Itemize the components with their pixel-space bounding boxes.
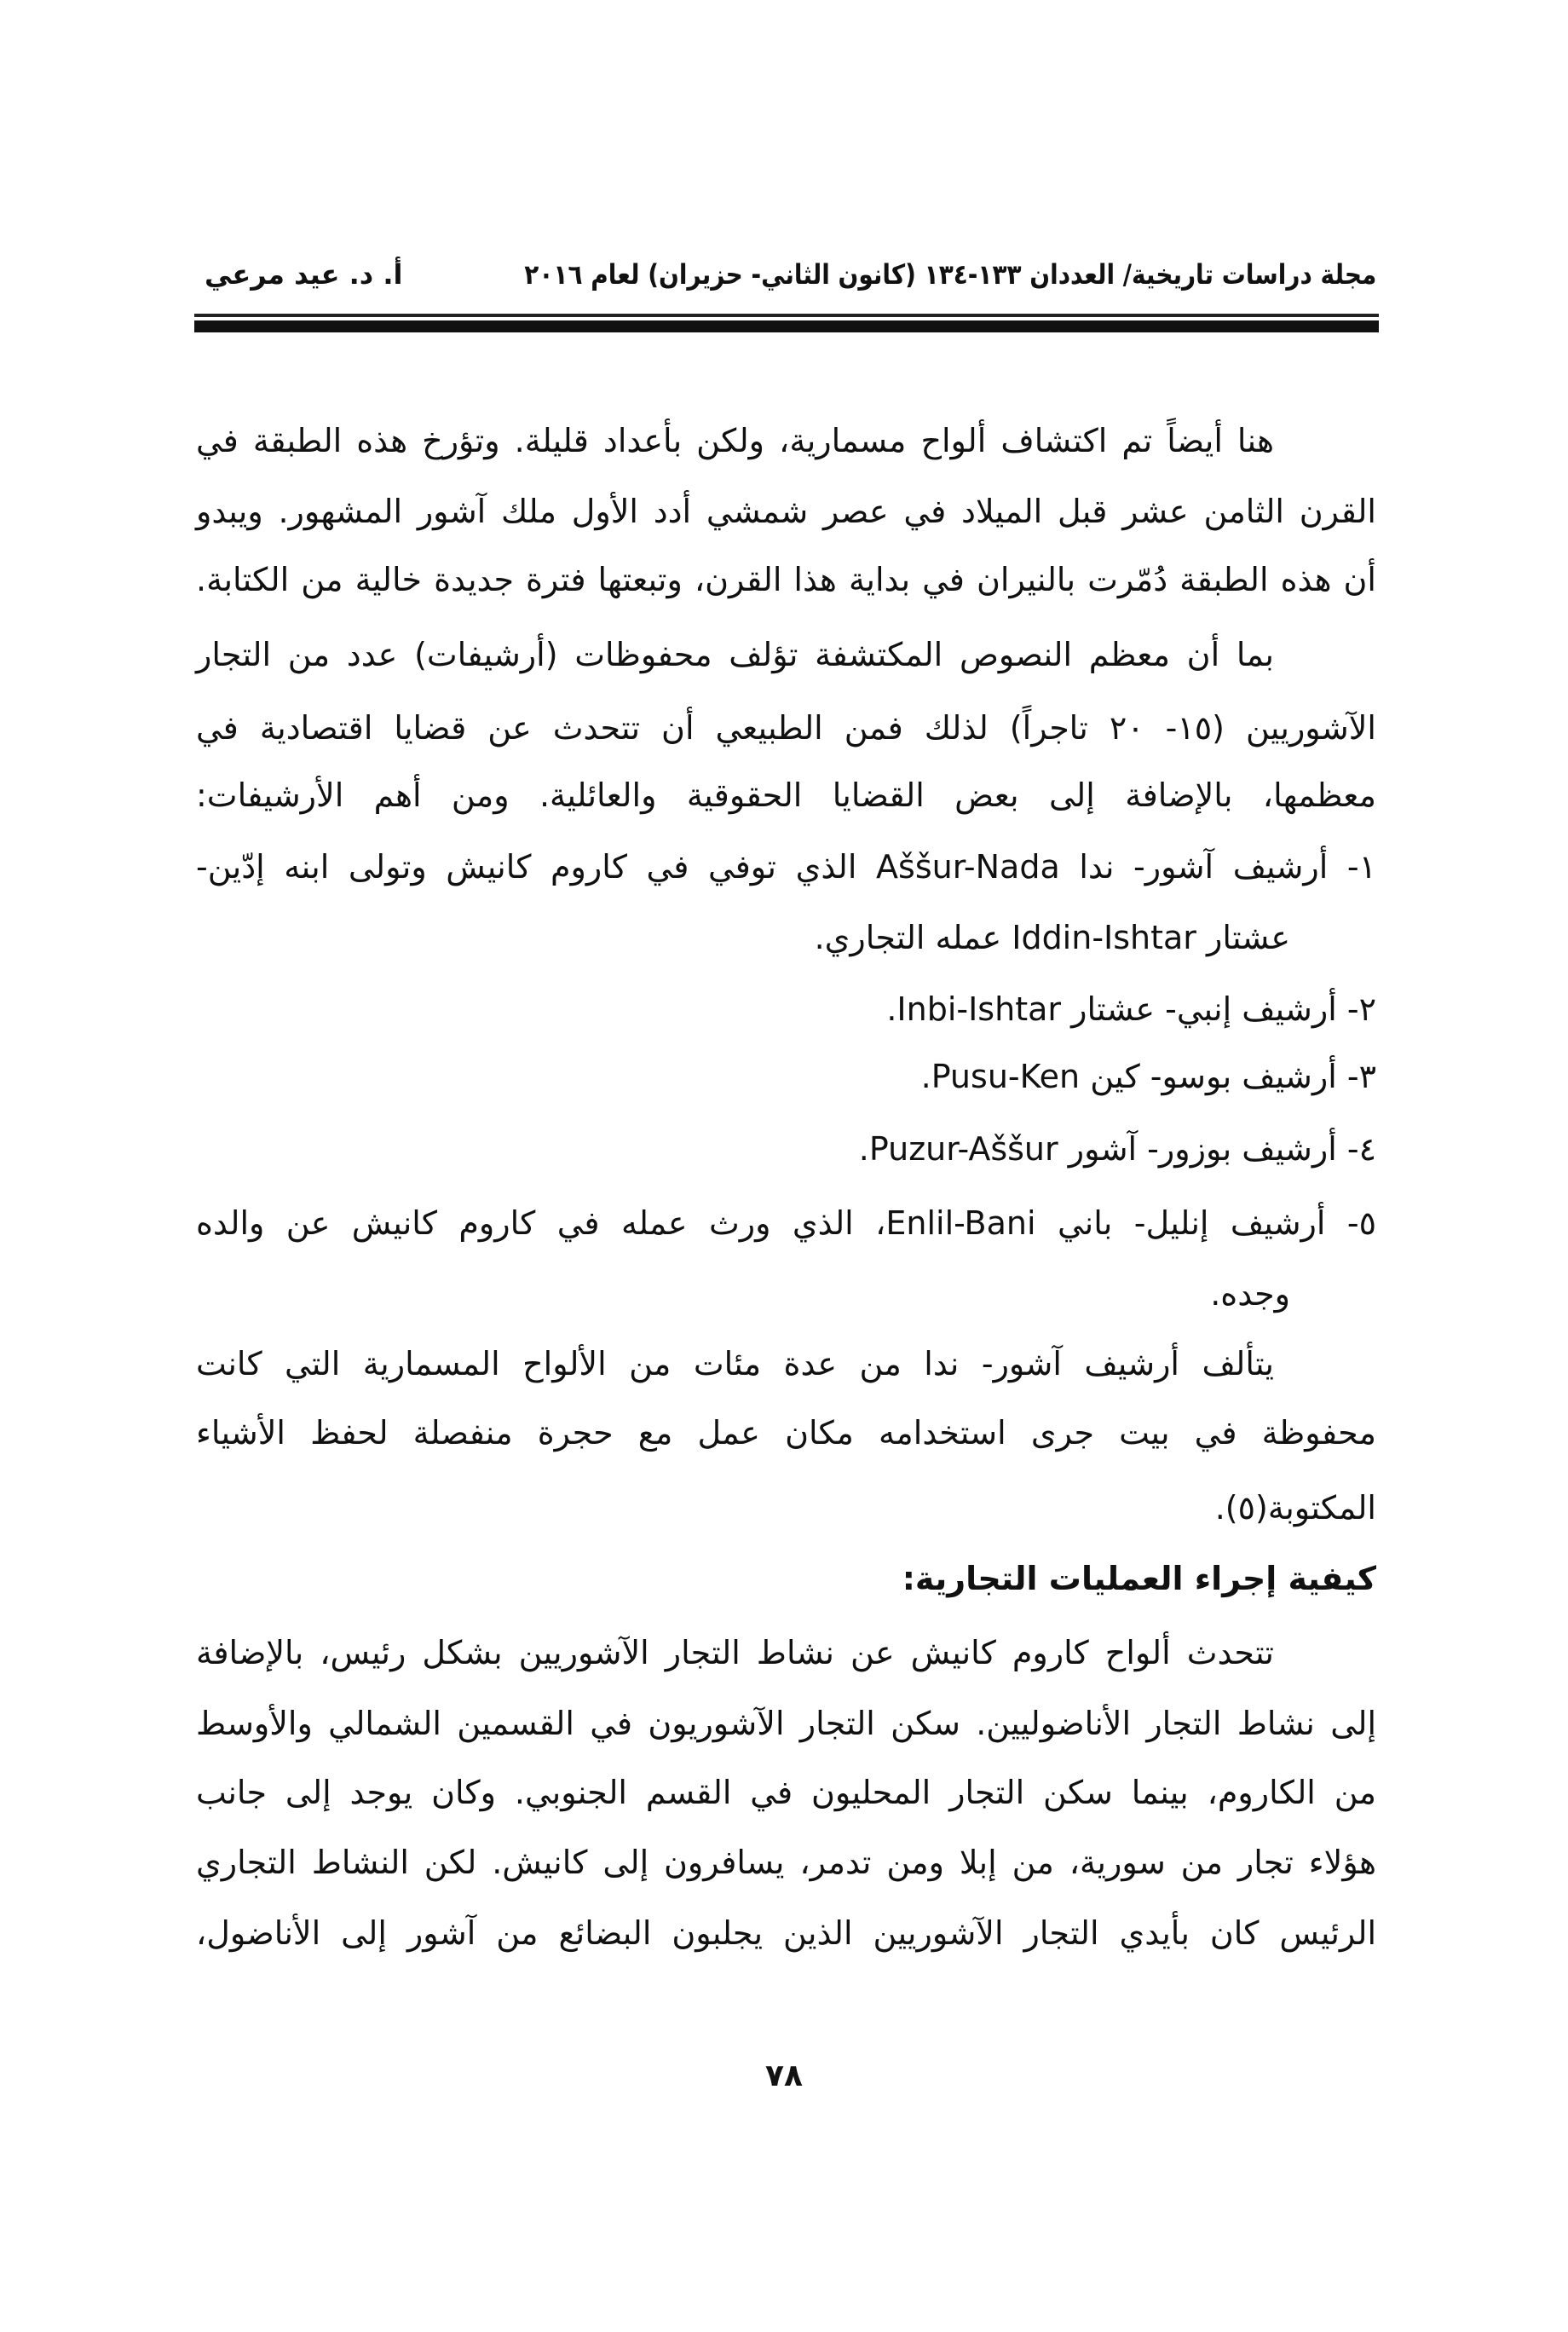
list-item: [196, 846, 1376, 888]
list-text: .: [920, 1058, 931, 1095]
list-item: [196, 1202, 1376, 1244]
text-line-content: بما أن معظم النصوص المكتشفة تؤلف محفوظات (أرشيفات) عدد من التجار: [196, 636, 1274, 673]
list-text: ٢- أرشيف إنبي- عشتار: [1071, 990, 1376, 1028]
text-line: [196, 558, 1376, 601]
list-item: [196, 1055, 1376, 1098]
text-line: [196, 1342, 1274, 1385]
list-text: .: [886, 990, 897, 1028]
text-line: [196, 419, 1274, 462]
latin-name: Enlil-Bani: [885, 1204, 1036, 1242]
list-text: الذي توفي في كاروم كانيش وتولى ابنه إدّين-: [196, 848, 857, 886]
text-line-content: القرن الثامن عشر قبل الميلاد في عصر شمشي أدد الأول ملك آشور المشهور. ويبدو: [196, 493, 1376, 530]
author-header: [205, 256, 460, 293]
header-rule-thick: [194, 320, 1379, 332]
list-text: .: [858, 1130, 869, 1168]
section-heading-text: كيفية إجراء العمليات التجارية:: [902, 1560, 1376, 1597]
text-line: [196, 774, 1376, 817]
list-text: ٣- أرشيف بوسو- كين: [1090, 1058, 1376, 1095]
latin-name: Inbi-Ishtar: [896, 990, 1062, 1028]
latin-name: Aššur-Nada: [876, 848, 1060, 886]
text-line: [196, 1702, 1376, 1745]
list-item: [196, 1128, 1376, 1170]
author-header-text: أ. د. عيد مرعي: [205, 258, 403, 291]
journal-header-text: مجلة دراسات تاريخية/ العددان ١٣٣-١٣٤ (كانون الثاني- حزيران) لعام ٢٠١٦: [524, 258, 1376, 291]
text-line-content: الرئيس كان بأيدي التجار الآشوريين الذين يجلبون البضائع من آشور إلى الأناضول،: [196, 1914, 1376, 1952]
text-line-content: المكتوبة(٥).: [1214, 1489, 1376, 1527]
latin-name: Puzur-Aššur: [868, 1130, 1058, 1168]
text-line: [196, 707, 1376, 749]
text-line-content: محفوظة في بيت جرى استخدامه مكان عمل مع حجرة منفصلة لحفظ الأشياء: [196, 1414, 1376, 1452]
text-line: [196, 1771, 1376, 1814]
text-line: [196, 1631, 1274, 1674]
list-text: ، الذي ورث عمله في كاروم كانيش عن والده: [196, 1204, 886, 1242]
text-line: [196, 1411, 1376, 1454]
text-line-content: هنا أيضاً تم اكتشاف ألواح مسمارية، ولكن بأعداد قليلة. وتؤرخ هذه الطبقة في: [196, 422, 1274, 459]
text-line-content: إلى نشاط التجار الأناضوليين. سكن التجار الآشوريون في القسمين الشمالي والأوسط: [196, 1705, 1376, 1742]
page-number: ٧٨: [765, 2058, 803, 2093]
list-item: [196, 1273, 1290, 1315]
list-item: [196, 988, 1376, 1030]
text-line-content: هؤلاء تجار من سورية، من إبلا ومن تدمر، يسافرون إلى كانيش. لكن النشاط التجاري: [196, 1844, 1376, 1881]
list-text: ١- أرشيف آشور- ندا: [1079, 848, 1376, 886]
list-text: عمله التجاري.: [814, 919, 1002, 956]
journal-header: [524, 256, 1376, 293]
text-line-content: يتألف أرشيف آشور- ندا من عدة مئات من الألواح المسمارية التي كانت: [196, 1345, 1274, 1382]
text-line-content: من الكاروم، بينما سكن التجار المحليون في القسم الجنوبي. وكان يوجد إلى جانب: [196, 1774, 1376, 1811]
list-text: عشتار: [1207, 919, 1290, 956]
text-line-content: أن هذه الطبقة دُمّرت بالنيران في بداية هذا القرن، وتبعتها فترة جديدة خالية من الكتابة.: [196, 561, 1376, 598]
section-heading: [196, 1557, 1376, 1600]
text-line-content: الآشوريين (١٥- ٢٠ تاجراً) لذلك فمن الطبيعي أن تتحدث عن قضايا اقتصادية في: [196, 709, 1376, 747]
latin-name: Iddin-Ishtar: [1012, 919, 1196, 956]
header-rule-thin: [194, 314, 1379, 317]
text-line: [196, 633, 1274, 676]
list-text: ٥- أرشيف إنليل- باني: [1057, 1204, 1376, 1242]
latin-name: Pusu-Ken: [931, 1058, 1081, 1095]
list-item: [196, 916, 1290, 959]
text-line: [196, 490, 1376, 533]
list-text: ٤- أرشيف بوزور- آشور: [1068, 1130, 1376, 1168]
text-line: [196, 1841, 1376, 1884]
text-line-content: تتحدث ألواح كاروم كانيش عن نشاط التجار الآشوريين بشكل رئيس، بالإضافة: [196, 1634, 1274, 1671]
text-line: [196, 1486, 1376, 1529]
list-text: وجده.: [1210, 1275, 1290, 1313]
text-line: [196, 1912, 1376, 1954]
text-line-content: معظمها، بالإضافة إلى بعض القضايا الحقوقية والعائلية. ومن أهم الأرشيفات:: [196, 776, 1376, 814]
